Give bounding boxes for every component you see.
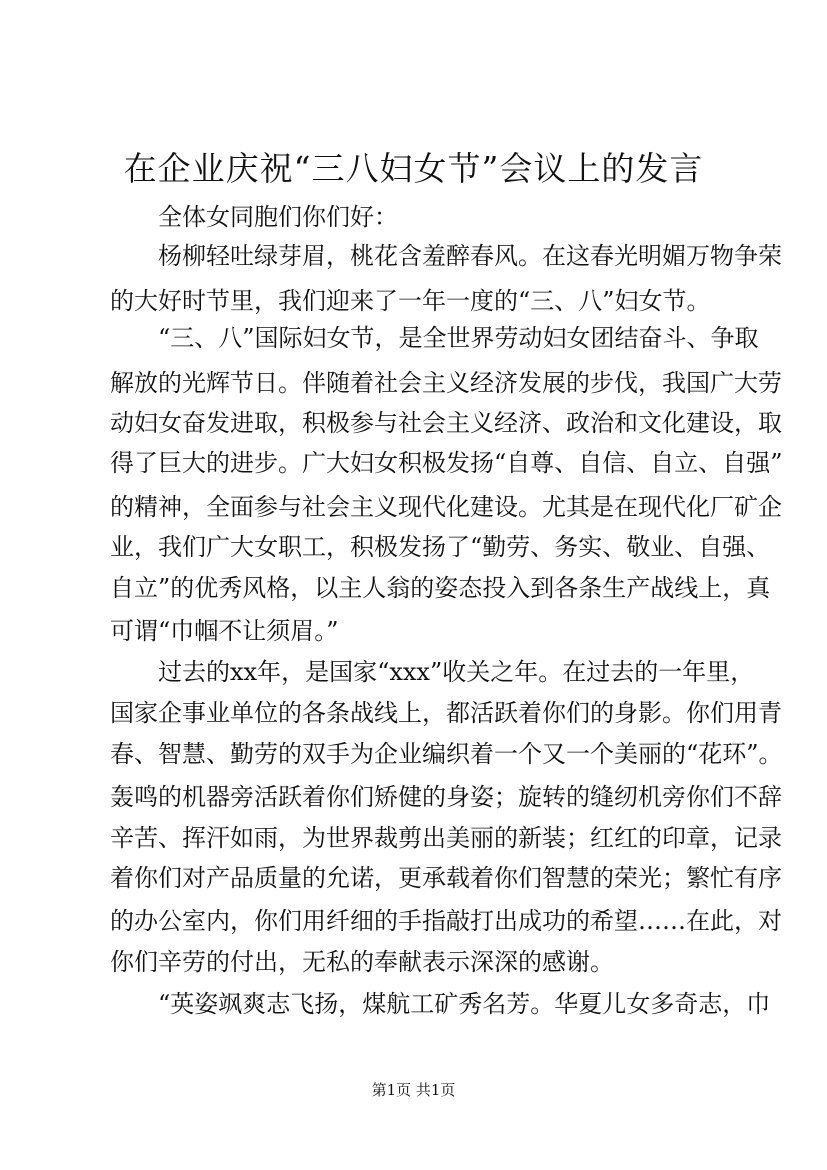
body-line: 辛苦、挥汗如雨，为世界裁剪出美丽的新装；红红的印章，记录 (110, 824, 782, 852)
body-line: 可谓“巾帼不让须眉。” (110, 617, 339, 645)
page-number-footer: 第1页 共1页 (371, 1081, 456, 1099)
body-line: 自立”的优秀风格，以主人翁的姿态投入到各条生产战线上，真 (110, 574, 771, 602)
body-line: 动妇女奋发进取，积极参与社会主义经济、政治和文化建设，取 (110, 409, 782, 437)
body-line: 的办公室内，你们用纤细的手指敲打出成功的希望……在此，对 (110, 907, 782, 935)
body-line: 解放的光辉节日。伴随着社会主义经济发展的步伐，我国广大劳 (110, 369, 782, 397)
body-line: 业，我们广大女职工，积极发扬了“勤劳、务实、敬业、自强、 (110, 533, 771, 561)
document-title: 在企业庆祝“三八妇女节”会议上的发言 (123, 149, 704, 188)
body-line: 的精神，全面参与社会主义现代化建设。尤其是在现代化厂矿企 (110, 493, 782, 521)
salutation-line: 全体女同胞们你们好： (158, 203, 398, 231)
body-line: 国家企事业单位的各条战线上，都活跃着你们的身影。你们用青 (110, 699, 782, 727)
body-line: 的大好时节里，我们迎来了一年一度的“三、八”妇女节。 (110, 287, 711, 315)
body-line: 春、智慧、勤劳的双手为企业编织着一个又一个美丽的“花环”。 (110, 740, 783, 768)
body-line: 轰鸣的机器旁活跃着你们矫健的身姿；旋转的缝纫机旁你们不辞 (110, 783, 782, 811)
body-line: 得了巨大的进步。广大妇女积极发扬“自尊、自信、自立、自强” (110, 449, 783, 477)
body-line: 杨柳轻吐绿芽眉，桃花含羞醉春风。在这春光明媚万物争荣 (158, 242, 782, 270)
body-line: “英姿飒爽志飞扬，煤航工矿秀名芳。华夏儿女多奇志，巾 (158, 990, 771, 1018)
body-line: 着你们对产品质量的允诺，更承载着你们智慧的荣光；繁忙有序 (110, 864, 782, 892)
body-line: 你们辛劳的付出，无私的奉献表示深深的感谢。 (110, 948, 614, 976)
body-line: “三、八”国际妇女节，是全世界劳动妇女团结奋斗、争取 (158, 324, 759, 352)
body-line: 过去的xx年，是国家“xxx”收关之年。在过去的一年里， (158, 658, 755, 686)
